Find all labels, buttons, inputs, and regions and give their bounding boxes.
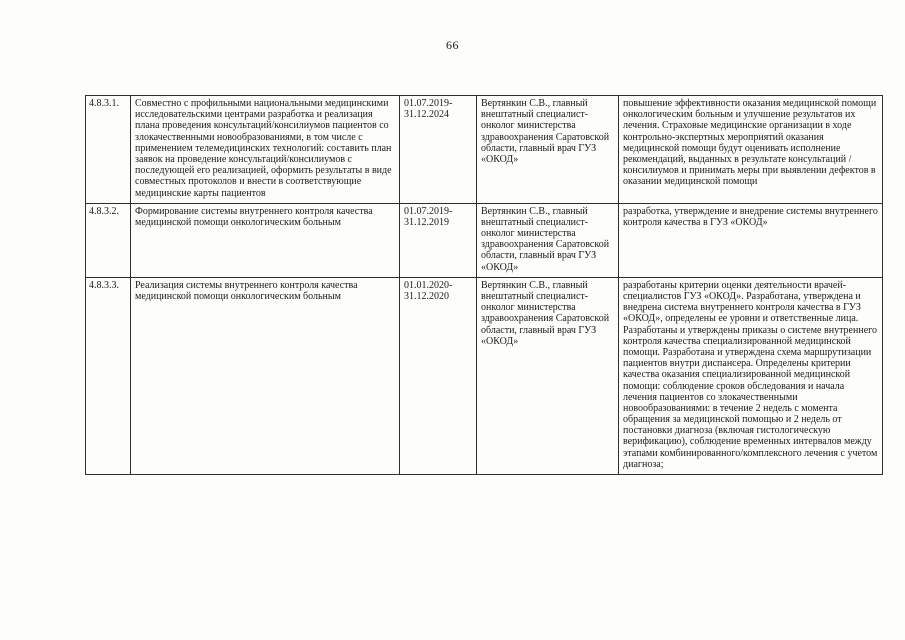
cell-item-number: 4.8.3.3. [86,277,131,474]
cell-responsible: Вертянкин С.В., главный внештатный специалист-онколог министерства здравоохранения Саратовской области, главный врач ГУЗ «ОКОД» [477,96,619,204]
cell-item-number: 4.8.3.1. [86,96,131,204]
cell-activity: Реализация системы внутреннего контроля качества медицинской помощи онкологическим больным [131,277,400,474]
table-row [86,277,883,474]
cell-result: разработаны критерии оценки деятельности врачей-специалистов ГУЗ «ОКОД». Разработана, утверждена и внедрена система внутреннего контроля качества в ГУЗ «ОКОД», определены ее уровни и ответственные лица. Разработаны и утверждены приказы о системе внутреннего контроля качества специализированной медицинской помощи. Разработана и утверждена схема маршрутизации пациентов внутри диспансера. Определены критерии качества оказания специализированной медицинской помощи: соблюдение сроков обследования и начала лечения пациентов со злокачественными новообразованиями: в течение 2 недель с момента обращения за медицинской помощью и 2 недель от постановки диагноза (включая гистологическую верификацию), соблюдение временных интервалов между этапами комбинированного/комплексного лечения с учетом диагноза; [619,277,883,474]
cell-result: разработка, утверждение и внедрение системы внутреннего контроля качества в ГУЗ «ОКОД» [619,203,883,277]
cell-responsible: Вертянкин С.В., главный внештатный специалист-онколог министерства здравоохранения Саратовской области, главный врач ГУЗ «ОКОД» [477,203,619,277]
cell-dates: 01.07.2019-31.12.2024 [400,96,477,204]
cell-activity: Формирование системы внутреннего контроля качества медицинской помощи онкологическим больным [131,203,400,277]
action-plan-table [85,95,883,475]
table-row [86,203,883,277]
table-row [86,96,883,204]
cell-activity: Совместно с профильными национальными медицинскими исследовательскими центрами разработка и реализация плана проведения консультаций/консилиумов пациентов со злокачественными новообразованиями, в том числе с применением телемедицинских технологий: составить план заявок на проведение консультаций/консилиумов с последующей его реализацией, оформить результаты в виде совместных протоколов и внести в соответствующие медицинские карты пациентов [131,96,400,204]
cell-dates: 01.07.2019-31.12.2019 [400,203,477,277]
cell-item-number: 4.8.3.2. [86,203,131,277]
cell-result: повышение эффективности оказания медицинской помощи онкологическим больным и улучшение результатов их лечения. Страховые медицинские организации в ходе контрольно-экспертных мероприятий оказания медицинской помощи будут оценивать исполнение рекомендаций, выданных в результате консультаций / консилиумов и принимать меры при выявлении дефектов в оказании медицинской помощи [619,96,883,204]
cell-responsible: Вертянкин С.В., главный внештатный специалист-онколог министерства здравоохранения Саратовской области, главный врач ГУЗ «ОКОД» [477,277,619,474]
cell-dates: 01.01.2020-31.12.2020 [400,277,477,474]
page-number: 66 [446,38,459,52]
